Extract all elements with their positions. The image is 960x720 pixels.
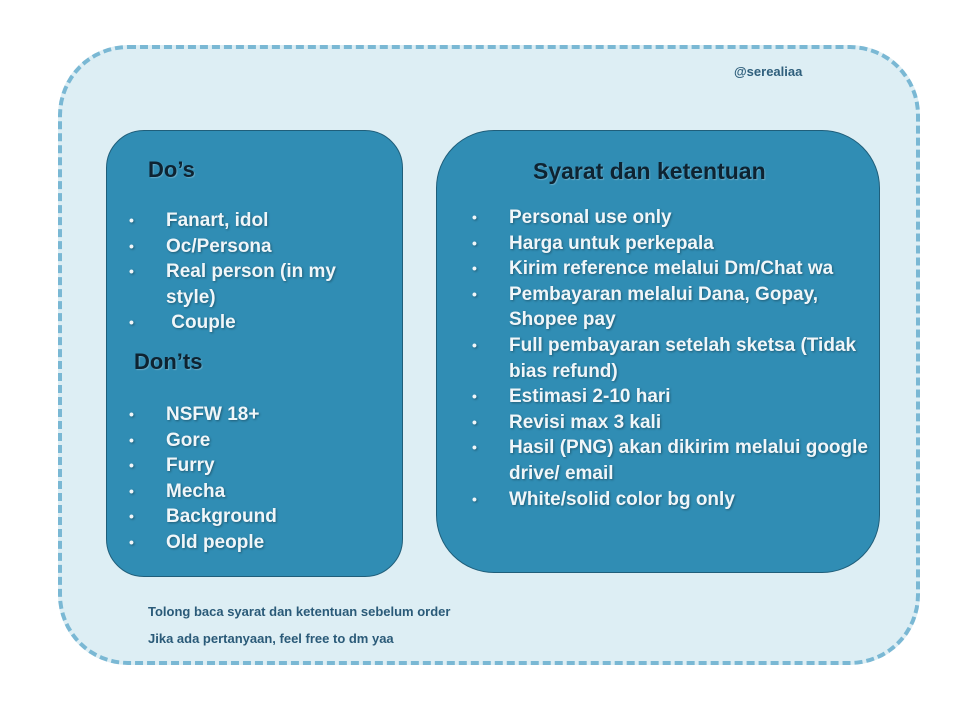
bullet-icon: •: [472, 336, 477, 353]
bullet-icon: •: [129, 482, 134, 499]
list-item: • Revisi max 3 kali: [509, 410, 871, 436]
list-item: • NSFW 18+: [166, 402, 386, 428]
author-handle: @serealiaa: [734, 64, 803, 79]
dos-list: [129, 208, 386, 336]
bullet-icon: •: [472, 234, 477, 251]
terms-list: [472, 205, 871, 512]
bullet-icon: •: [472, 490, 477, 507]
donts-list: [129, 402, 386, 556]
bullet-icon: •: [129, 314, 134, 331]
list-item: • Old people: [166, 530, 386, 556]
terms-heading: Syarat dan ketentuan: [533, 158, 766, 184]
bullet-icon: •: [472, 413, 477, 430]
bullet-icon: •: [472, 285, 477, 302]
bullet-icon: •: [129, 263, 134, 280]
list-item: • Hasil (PNG) akan dikirim melalui google drive/ email: [472, 437, 868, 484]
list-item: • Full pembayaran setelah sketsa (Tidak bias refund): [472, 334, 857, 382]
list-item: • Harga untuk perkepala: [509, 231, 871, 257]
list-item: • Couple: [166, 310, 386, 336]
list-item: • Mecha: [166, 479, 386, 505]
list-item: • Gore: [166, 428, 386, 454]
list-item: • Pembayaran melalui Dana, Gopay, Shopee pay: [472, 283, 819, 331]
dos-heading: Do’s: [148, 157, 195, 182]
bullet-icon: •: [129, 406, 134, 422]
list-item: • Personal use only: [509, 205, 871, 231]
list-item: • Estimasi 2-10 hari: [509, 384, 871, 410]
list-item: • Kirim reference melalui Dm/Chat wa: [509, 256, 871, 282]
bullet-icon: •: [472, 260, 477, 277]
footer-note-order: Tolong baca syarat dan ketentuan sebelum order: [148, 604, 451, 619]
list-item: • Fanart, idol: [166, 208, 386, 234]
bullet-icon: •: [129, 431, 134, 448]
bullet-icon: •: [472, 388, 477, 405]
bullet-icon: •: [129, 508, 134, 525]
list-item: • White/solid color bg only: [509, 487, 871, 513]
bullet-icon: •: [129, 212, 134, 228]
donts-heading: Don’ts: [134, 349, 203, 374]
bullet-icon: •: [472, 439, 477, 456]
bullet-icon: •: [129, 237, 134, 254]
list-item: • Background: [166, 504, 386, 530]
bullet-icon: •: [129, 457, 134, 474]
list-item: • Furry: [166, 453, 386, 479]
bullet-icon: •: [129, 533, 134, 550]
list-item: • Real person (in my style): [129, 261, 336, 308]
footer-note-questions: Jika ada pertanyaan, feel free to dm yaa: [148, 631, 394, 646]
bullet-icon: •: [472, 209, 477, 225]
list-item: • Oc/Persona: [166, 234, 386, 260]
